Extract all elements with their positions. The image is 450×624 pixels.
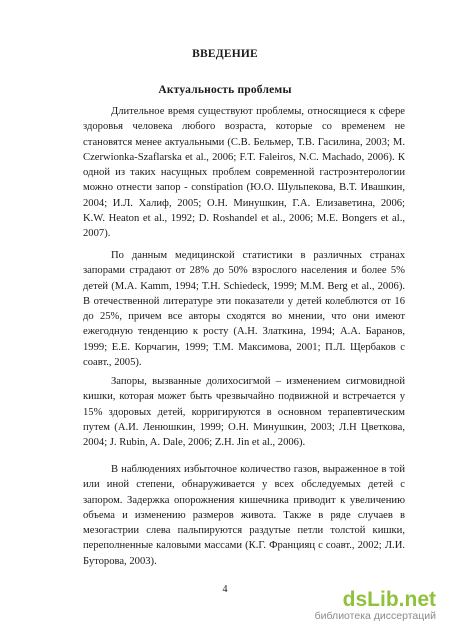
paragraph-1: Длительное время существуют проблемы, относящиеся к сфере здоровья человека любого возраста, которые со временем не становятся менее актуальными (С.В. Бельмер, Т.В. Гасилина, 2003; M. Czerwionka-Szaflarska et al., 2006; F.T. Faleiros, N.C. Machado, 2006). К одной из таких насущных проблем современной гастроэнтерологии можно отнести запор - constipation (Ю.О. Шульпекова, В.Т. Ивашкин, 2004; И.Л. Халиф, 2005; О.Н. Минушкин, Г.А. Елизаветина, 2006; K.W. Heaton et al., 1992; D. Roshandel et al., 2006; M.E. Bongers et al., 2007).	[83, 106, 405, 240]
page-number: 4	[222, 584, 228, 595]
section-title: Актуальность проблемы	[158, 84, 292, 96]
watermark-subtitle: библиотека диссертаций	[314, 610, 436, 622]
paragraph-4: В наблюдениях избыточное количество газов, выраженное в той или иной степени, обнаруживается у всех обследуемых детей с запором. Задержка опорожнения кишечника приводит к увеличению объема и изменению размеров живота. Также в ряде случаев в мезогастрии слева пальпируются раздутые петли толстой кишки, переполненные каловыми массами (К.Г. Францияц с соавт., 2002; Л.И. Буторова, 2003).	[83, 464, 405, 567]
watermark-logo: dsLib.net	[342, 588, 436, 611]
page-title: ВВЕДЕНИЕ	[192, 48, 258, 60]
paragraph-3: Запоры, вызванные долихосигмой – изменением сигмовидной кишки, которая может быть чрезвычайно подвижной и встречается у 15% здоровых детей, корригируются в основном терапевтическим путем (А.И. Ленюшкин, 1999; О.Н. Минушкин, 2003; Л.Н Цветкова, 2004; J. Rubin, A. Dale, 2006; Z.H. Jin et al., 2006).	[83, 376, 405, 449]
paragraph-2: По данным медицинской статистики в различных странах запорами страдают от 28% до 50% взрослого населения и более 5% детей (M.A. Kamm, 1994; T.H. Schiedeck, 1999; M.M. Berg et al., 2006). В отечественной литературе эти показатели у детей колеблются от 16 до 25%, причем все авторы сходятся во мнении, что они имеют ежегодную тенденцию к росту (А.Н. Златкина, 1994; А.А. Баранов, 1999; Е.Е. Корчагин, 1999; Т.М. Максимова, 2001; П.Л. Щербаков с соавт., 2005).	[83, 250, 405, 369]
watermark	[276, 589, 436, 623]
